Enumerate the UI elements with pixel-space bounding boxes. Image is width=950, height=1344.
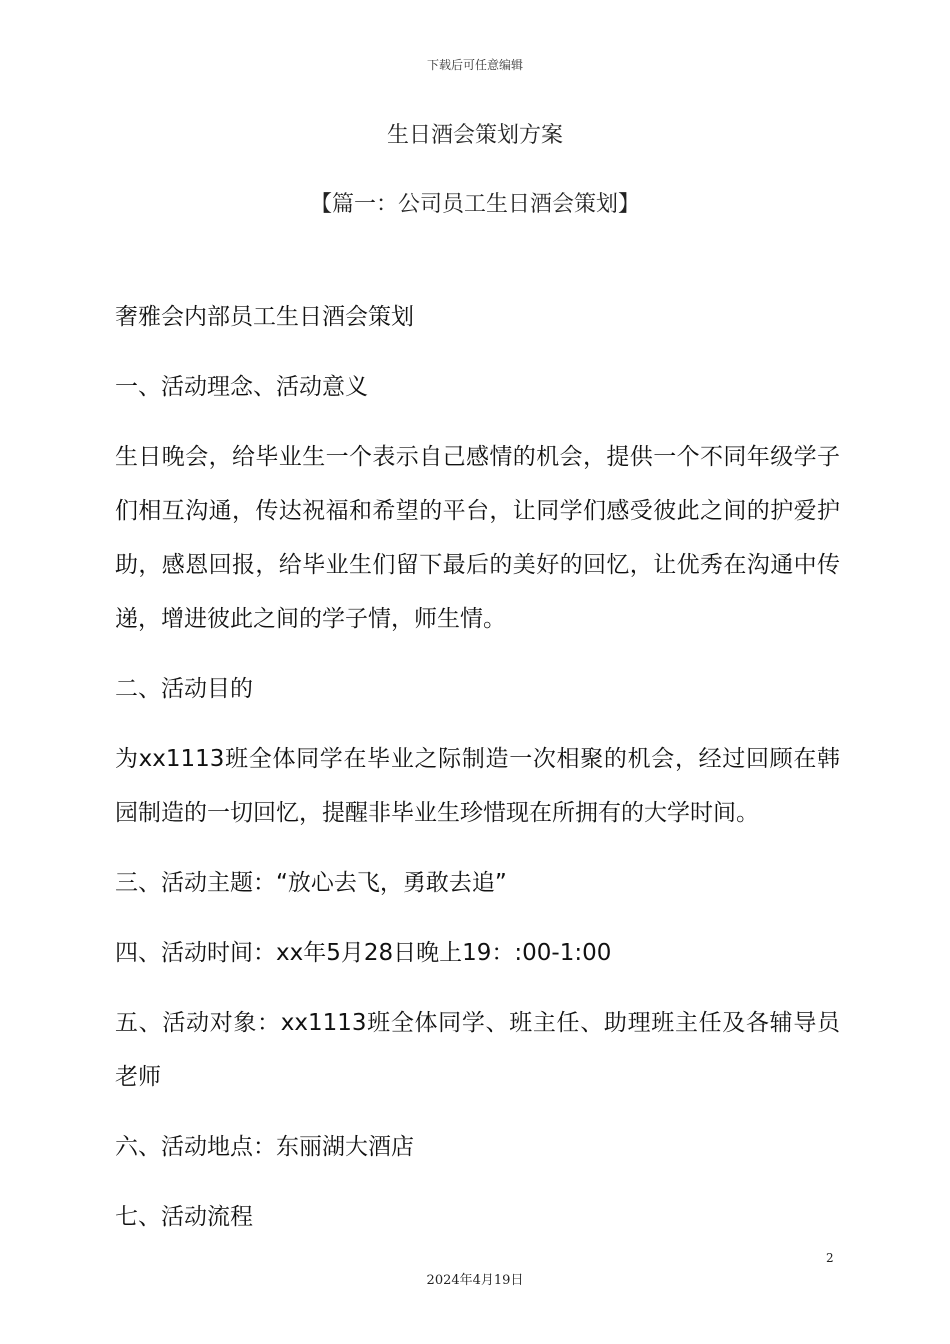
document-body	[115, 290, 840, 1244]
section-time: 四、活动时间：xx年5月28日晚上19：:00-1:00	[115, 940, 612, 966]
paragraph-concept: 生日晚会，给毕业生一个表示自己感情的机会，提供一个不同年级学子们相互沟通，传达祝福和希望的平台，让同学们感受彼此之间的护爱护助，感恩回报，给毕业生们留下最后的美好的回忆，让优秀在沟通中传递，增进彼此之间的学子情，师生情。	[115, 444, 840, 632]
section-location: 六、活动地点：东丽湖大酒店	[115, 1134, 414, 1160]
footer-date: 2024年4月19日	[426, 1273, 524, 1288]
section-process: 七、活动流程	[115, 1204, 253, 1230]
paragraph-intro-title: 奢雅会内部员工生日酒会策划	[115, 304, 414, 330]
document-title: 生日酒会策划方案	[386, 123, 563, 148]
section-participants: 五、活动对象：xx1113班全体同学、班主任、助理班主任及各辅导员老师	[115, 1010, 840, 1090]
section-heading-purpose: 二、活动目的	[115, 676, 253, 702]
section-heading-concept: 一、活动理念、活动意义	[115, 374, 368, 400]
paragraph-purpose: 为xx1113班全体同学在毕业之际制造一次相聚的机会，经过回顾在韩园制造的一切回忆，提醒非毕业生珍惜现在所拥有的大学时间。	[115, 746, 840, 826]
page-number: 2	[826, 1251, 834, 1265]
document-subtitle: 【篇一：公司员工生日酒会策划】	[309, 192, 640, 217]
section-theme: 三、活动主题：“放心去飞，勇敢去追”	[115, 870, 507, 896]
header-note: 下载后可任意编辑	[426, 58, 523, 72]
